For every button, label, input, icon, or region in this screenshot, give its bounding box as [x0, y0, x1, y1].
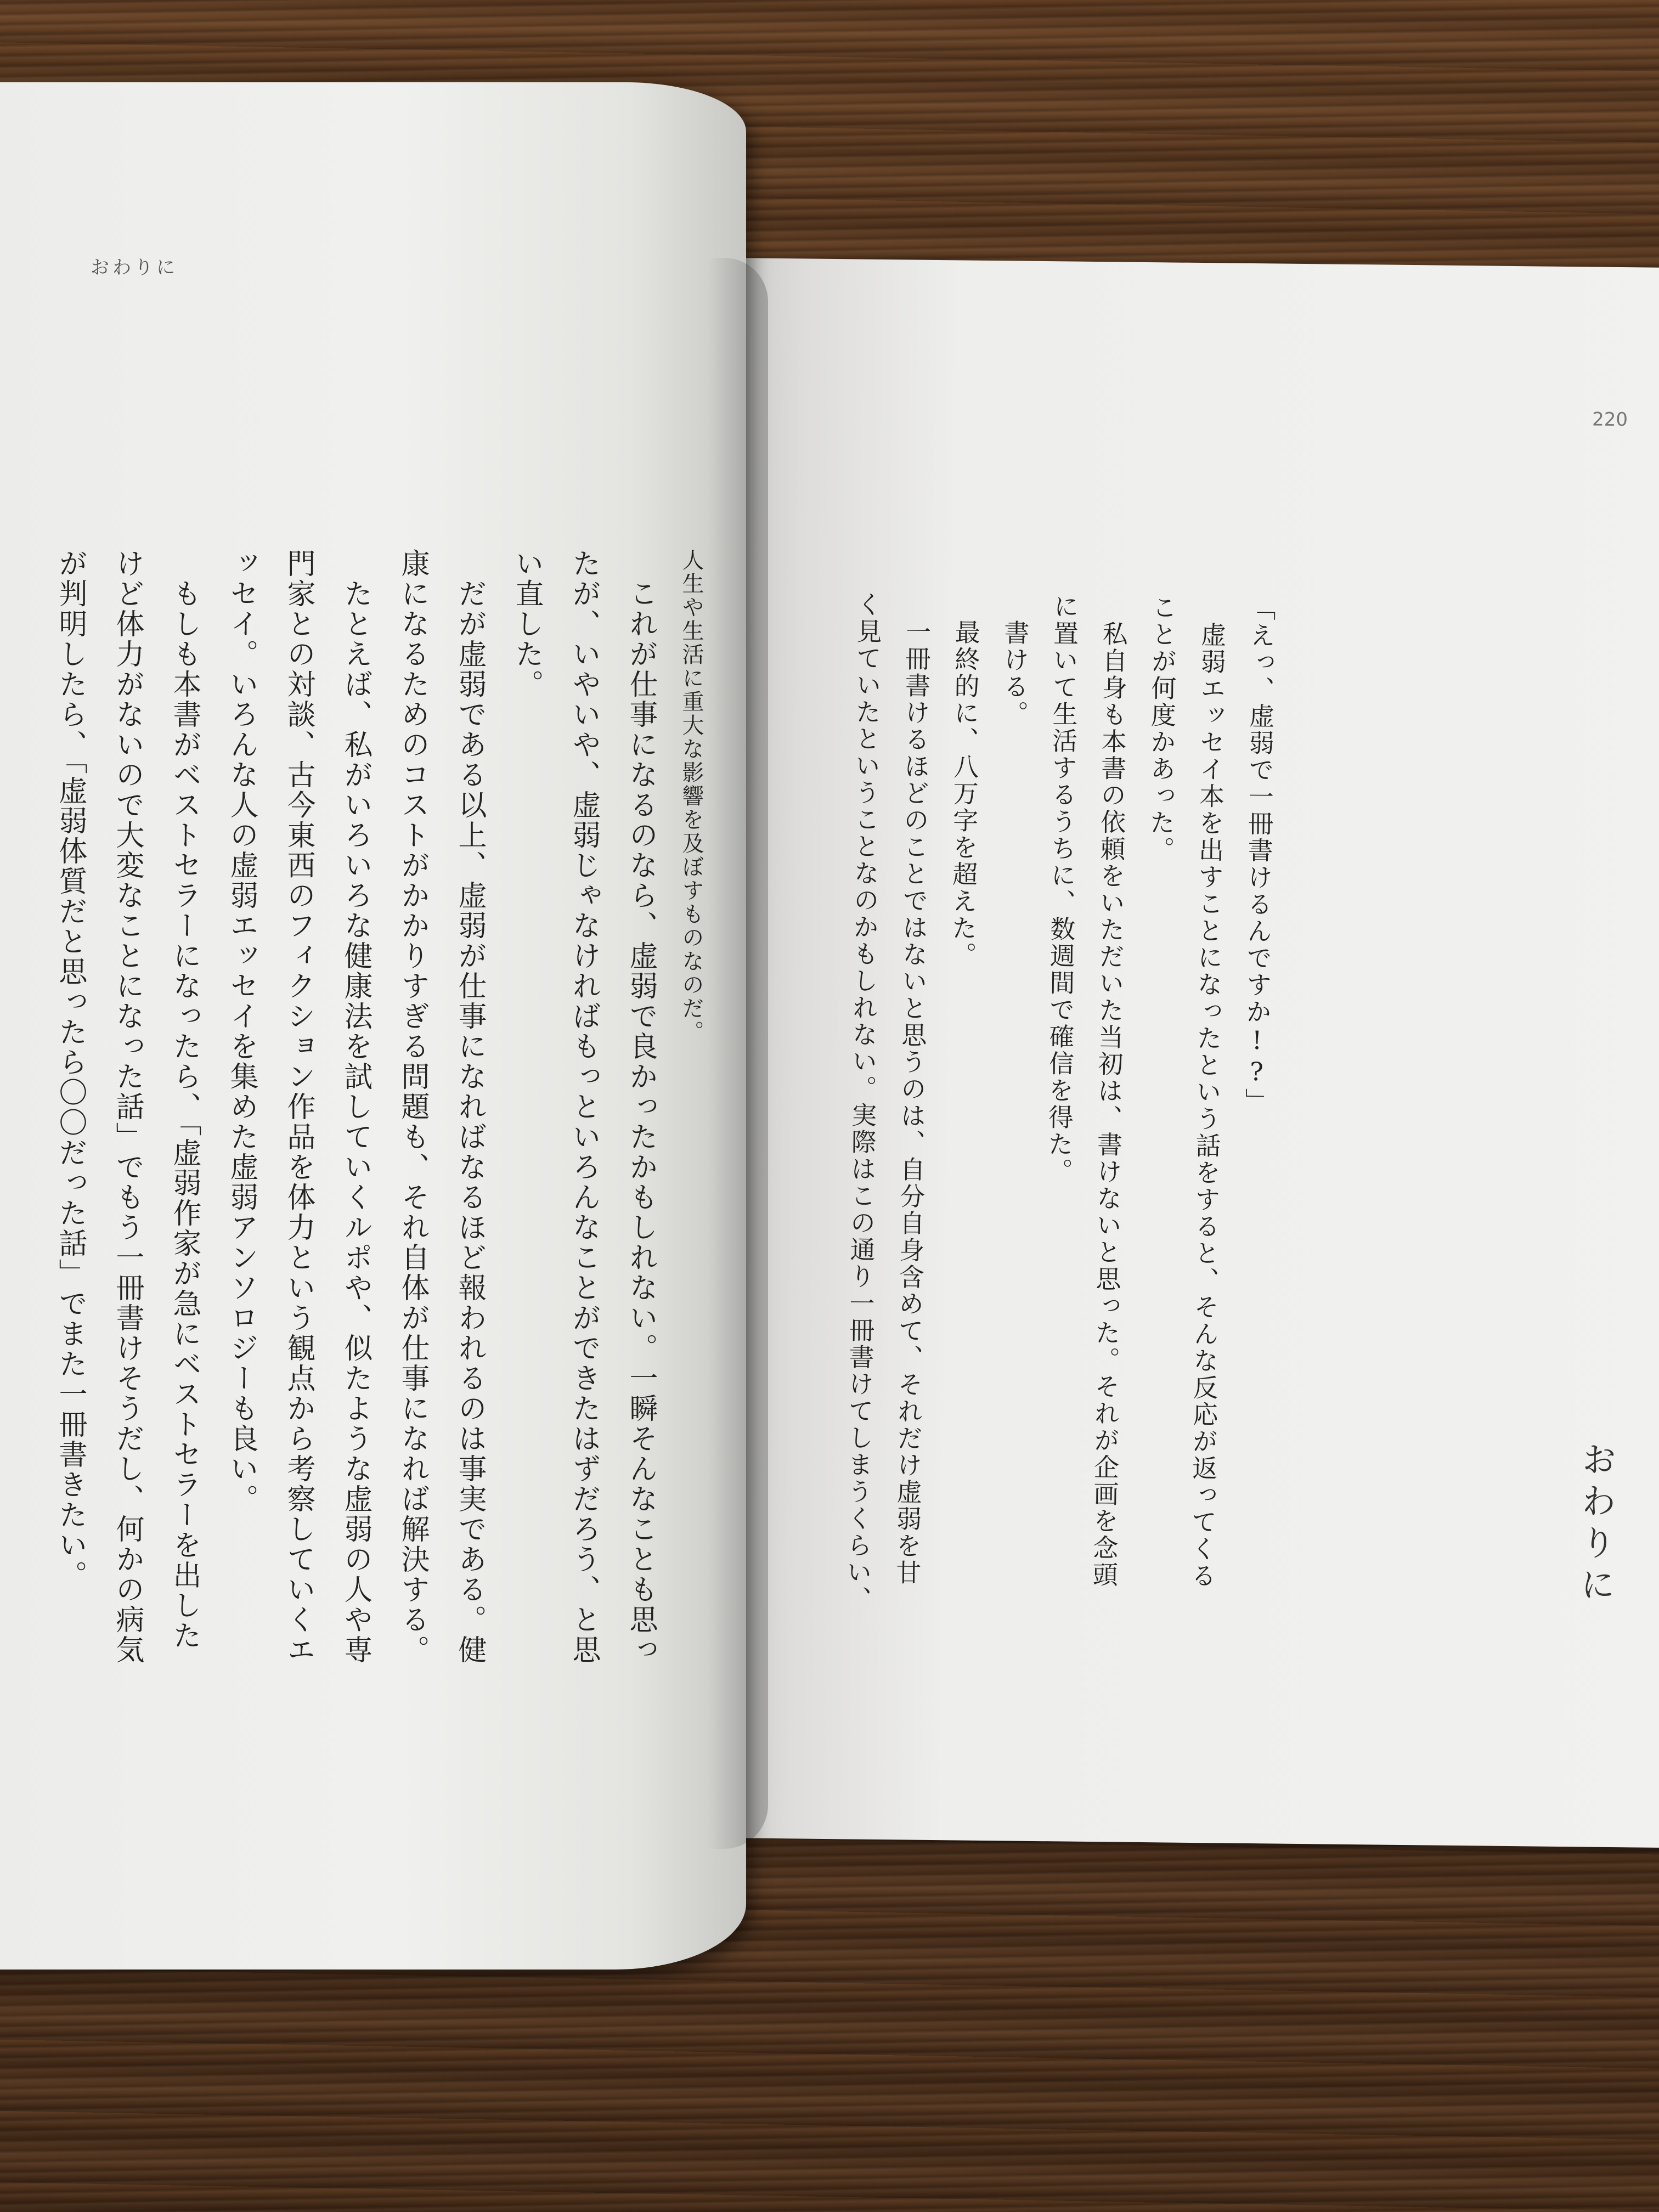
text-line: 虚弱エッセイ本を出すことになったという話をすると、そんな反応が返ってくる — [1187, 594, 1227, 1590]
left-body-text — [42, 549, 713, 1665]
text-line: 「えっ、虚弱で一冊書けるんですか!?」 — [1241, 595, 1277, 1115]
right-page — [713, 258, 1659, 1848]
text-line: ッセイ。いろんな人の虚弱エッセイを集めた虚弱アンソロジーも良い。 — [225, 549, 258, 1514]
page-number: 220 — [1592, 408, 1628, 431]
text-line: だが虚弱である以上、虚弱が仕事になればなるほど報われるのは事実である。健 — [453, 549, 486, 1665]
text-line: い直した。 — [510, 549, 543, 699]
text-line: もしも本書がベストセラーになったら、「虚弱作家が急にベストセラーを出した — [168, 549, 201, 1651]
text-line: たが、いやいや、虚弱じゃなければもっといろんなことができたはずだろう、と思 — [567, 549, 600, 1665]
text-line: これが仕事になるのなら、虚弱で良かったかもしれない。一瞬そんなことも思っ — [624, 549, 657, 1665]
text-line: たとえば、私がいろいろな健康法を試していくルポや、似たような虚弱の人や専 — [339, 549, 372, 1665]
text-line: 門家との対談、古今東西のフィクション作品を体力という観点から考察していくエ — [282, 549, 315, 1665]
page-gutter-shadow — [708, 258, 768, 1849]
text-line: 一冊書けるほどのことではないと思うのは、自分自身含めて、それだけ虚弱を甘 — [891, 591, 932, 1587]
text-line: 書ける。 — [999, 592, 1031, 727]
text-line: 康になるためのコストがかかりすぎる問題も、それ自体が仕事になれば解決する。 — [396, 549, 429, 1665]
text-line: に置いて生活するうちに、数週間で確信を得た。 — [1043, 593, 1080, 1185]
running-head: おわりに — [91, 257, 178, 279]
chapter-title: おわりに — [1574, 1441, 1617, 1609]
text-line: く見ていたということなのかもしれない。実際はこの通り一冊書けてしまうくらい、 — [842, 591, 883, 1613]
text-line: 私自身も本書の依頼をいただいた当初は、書けないと思った。それが企画を念頭 — [1088, 594, 1129, 1589]
text-line: 人生や生活に重大な影響を及ぼすものなのだ。 — [679, 549, 704, 1044]
right-body-text — [832, 591, 1286, 1617]
text-line: ことが何度かあった。 — [1146, 594, 1178, 864]
text-line: けど体力がないので大変なことになった話」でもう一冊書けそうだし、何かの病気 — [111, 549, 144, 1665]
left-page — [0, 82, 746, 1970]
text-line: が判明したら、「虚弱体質だと思ったら〇〇だった話」でまた一冊書きたい。 — [54, 549, 87, 1590]
text-line: 最終的に、八万字を超えた。 — [947, 592, 981, 969]
